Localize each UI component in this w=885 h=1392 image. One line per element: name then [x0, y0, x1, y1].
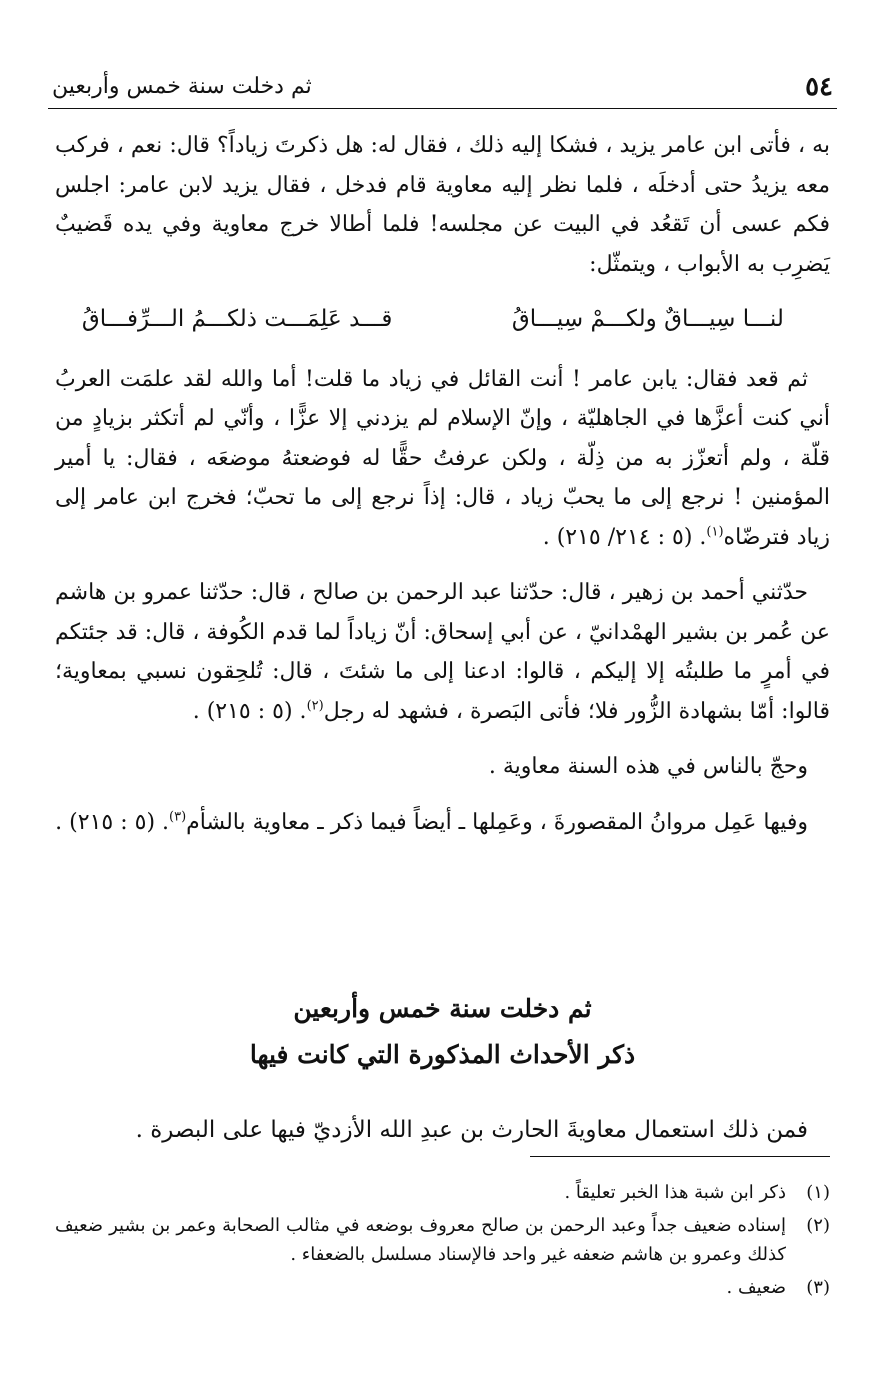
- footnote-1-text: ذكر ابن شبة هذا الخبر تعليقاً .: [564, 1182, 786, 1203]
- section-heading: [55, 986, 830, 1078]
- section-heading-events: ذكر الأحداث المذكورة التي كانت فيها: [249, 1040, 636, 1069]
- paragraph-5-source: . (٥ : ٢١٥) .: [55, 809, 170, 835]
- paragraph-5-text: وفيها عَمِل مروانُ المقصورةَ ، وعَمِلها ـ أيضاً فيما ذكر ـ معاوية بالشأم: [186, 809, 808, 835]
- main-text: [55, 126, 830, 858]
- footnote-2-text: إسناده ضعيف جداً وعبد الرحمن بن صالح معروف بوضعه في مثالب الصحابة وعمر بن بشير ضعيف كذلك وعمرو بن هاشم ضعفه غير واحد فالإسناد مسلسل بالضعفاء .: [55, 1215, 786, 1265]
- footnote-ref-3[interactable]: (٣): [169, 809, 187, 825]
- footnote-3-text: ضعيف .: [726, 1277, 786, 1298]
- footnote-3-mark: (٣): [806, 1277, 830, 1298]
- section-heading-year: ثم دخلت سنة خمس وأربعين: [293, 994, 592, 1023]
- paragraph-3-text: حدّثني أحمد بن زهير ، قال: حدّثنا عبد الرحمن بن صالح ، قال: حدّثنا عمرو بن هاشم عن عُمر بن بشير الهمْدانيّ ، عن أبي إسحاق: أنّ زياداً لما قدم الكُوفة ، قال: قد جئتكم في أمرٍ ما طلبتُه إلا إليكم ، قالوا: ادعنا إلى ما شئتَ ، قال: تُلحِقون نسبي بمعاوية؛ قالوا: أمّا بشهادة الزُّور فلا؛ فأتى البَصرة ، فشهد له رجل: [55, 580, 830, 724]
- footnote-3: [55, 1273, 830, 1302]
- paragraph-1-text: به ، فأتى ابن عامر يزيد ، فشكا إليه ذلك ، فقال له: هل ذكرتَ زياداً؟ قال: نعم ، فركب معه يزيدُ حتى أدخلَه ، فلما نظر إليه معاوية قام فدخل ، فقال يزيد لابن عامر: اجلس فكم عسى أن تَقعُد في البيت عن مجلسه! فلما أطالا خرج معاوية وفي يده قَضيبٌ يَضرِب به الأبواب ، ويتمثّل:: [55, 133, 830, 277]
- footnote-2-mark: (٢): [806, 1215, 830, 1236]
- paragraph-2: [55, 360, 830, 558]
- footnote-1-mark: (١): [806, 1182, 830, 1203]
- paragraph-1: [55, 126, 830, 284]
- section-opening-text: فمن ذلك استعمال معاويةَ الحارث بن عبدِ الله الأزديّ فيها على البصرة .: [135, 1117, 808, 1143]
- paragraph-5: [55, 803, 830, 843]
- footnotes: [55, 1178, 830, 1306]
- paragraph-4: [55, 747, 830, 787]
- paragraph-3-source: . (٥ : ٢١٥) .: [192, 698, 307, 724]
- page-number: ٥٤: [805, 72, 833, 102]
- footnote-ref-2[interactable]: (٢): [306, 698, 324, 714]
- footnote-ref-1[interactable]: (١): [706, 524, 724, 540]
- page-header: [48, 72, 837, 109]
- paragraph-2-source: . (٥ : ٢١٤/ ٢١٥) .: [542, 524, 707, 550]
- footnote-2: [55, 1211, 830, 1269]
- paragraph-4-text: وحجّ بالناس في هذه السنة معاوية .: [488, 754, 808, 779]
- footnote-1: [55, 1178, 830, 1207]
- paragraph-2-text: ثم قعد فقال: يابن عامر ! أنت القائل في زياد ما قلت! أما والله لقد علمَت العربُ أني كنت أعزَّها في الجاهليّة ، وإنّ الإسلام لم يزدني إلا عزًّا ، وأنّي لم أتكثر بزيادٍ من قلّة ، ولم أتعزّز به من ذِلّة ، ولكن عرفتُ حقًّا له فوضعتهُ موضعَه ، فقال: يا أمير المؤمنين ! نرجع إلى ما يحبّ زياد ، قال: إذاً نرجع إلى ما تحبّ؛ فخرج ابن عامر إلى زياد فترضّاه: [55, 366, 830, 550]
- verse-second-hemistich: قـــد عَلِمَـــت ذلكـــمُ الـــرِّفـــاقُ: [81, 306, 393, 332]
- poetry-verse: [55, 300, 830, 340]
- verse-first-hemistich: لنـــا سِيـــاقٌ ولكـــمْ سِيـــاقُ: [511, 306, 784, 332]
- paragraph-3: [55, 573, 830, 731]
- running-title: ثم دخلت سنة خمس وأربعين: [52, 74, 312, 99]
- footnote-divider: [530, 1156, 830, 1157]
